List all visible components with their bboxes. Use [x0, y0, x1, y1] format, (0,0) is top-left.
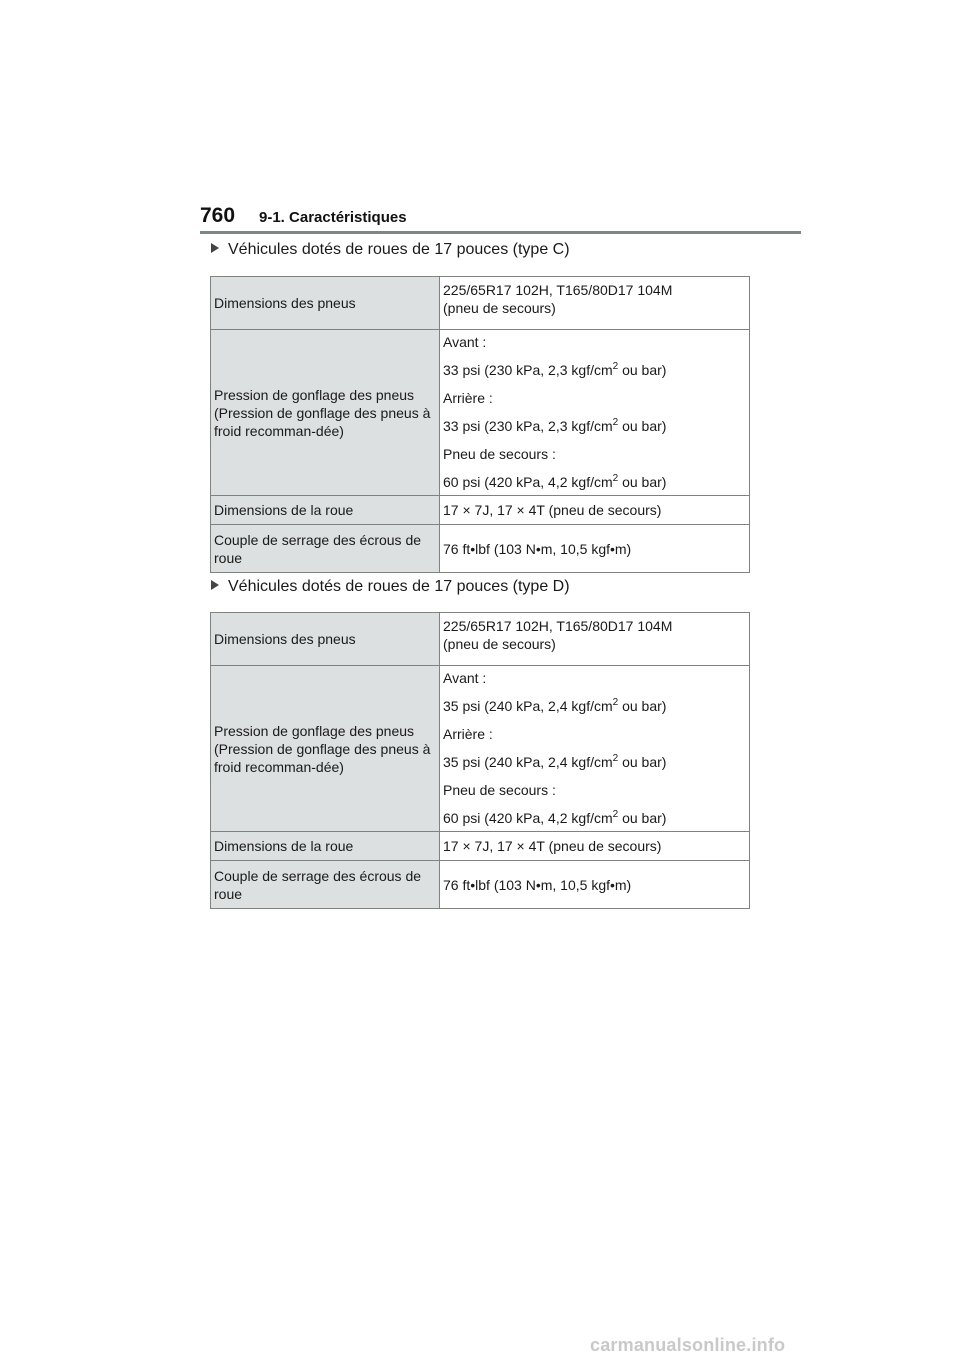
watermark: carmanualsonline.info	[590, 1335, 786, 1355]
tire-size-line: 225/65R17 102H, T165/80D17 104M	[443, 282, 673, 298]
tire-size-line: 225/65R17 102H, T165/80D17 104M	[443, 618, 673, 634]
subheading-type-c	[211, 241, 570, 259]
rear-value: 33 psi (230 kPa, 2,3 kgf/$cm^2$ ou bar)	[443, 417, 667, 434]
subheading-type-d	[211, 578, 570, 596]
table-row	[211, 277, 750, 330]
tire-size-line: (pneu de secours)	[443, 300, 556, 316]
table-row	[211, 832, 750, 861]
torque-label: Couple de serrage des écrous de roue	[211, 525, 440, 573]
table-row	[211, 861, 750, 909]
page-header	[200, 204, 801, 236]
torque-value: 76 ft•lbf (103 N•m, 10,5 kgf•m)	[440, 861, 750, 909]
header-divider	[200, 231, 801, 234]
triangle-bullet-icon	[211, 243, 219, 253]
rear-label: Arrière :	[443, 726, 493, 742]
table-row	[211, 525, 750, 573]
pressure-label: Pression de gonflage des pneus (Pression de gonflage des pneus à froid recomman-dée)	[211, 330, 440, 496]
triangle-bullet-icon	[211, 580, 219, 590]
wheel-size-value: 17 × 7J, 17 × 4T (pneu de secours)	[440, 496, 750, 525]
front-label: Avant :	[443, 334, 487, 350]
table-row	[211, 330, 750, 496]
wheel-size-label: Dimensions de la roue	[211, 832, 440, 861]
rear-label: Arrière :	[443, 390, 493, 406]
torque-value: 76 ft•lbf (103 N•m, 10,5 kgf•m)	[440, 525, 750, 573]
spare-label: Pneu de secours :	[443, 446, 556, 462]
wheel-size-label: Dimensions de la roue	[211, 496, 440, 525]
spare-value: 60 psi (420 kPa, 4,2 kgf/$cm^2$ ou bar)	[443, 809, 667, 826]
front-label: Avant :	[443, 670, 487, 686]
tire-size-label: Dimensions des pneus	[211, 613, 440, 666]
front-value: 35 psi (240 kPa, 2,4 kgf/$cm^2$ ou bar)	[443, 697, 667, 714]
subheading-text: Véhicules dotés de roues de 17 pouces (type D)	[228, 578, 570, 595]
table-row	[211, 666, 750, 832]
spare-label: Pneu de secours :	[443, 782, 556, 798]
spec-table-type-d	[210, 612, 750, 909]
spare-value: 60 psi (420 kPa, 4,2 kgf/$cm^2$ ou bar)	[443, 473, 667, 490]
torque-label: Couple de serrage des écrous de roue	[211, 861, 440, 909]
rear-value: 35 psi (240 kPa, 2,4 kgf/$cm^2$ ou bar)	[443, 753, 667, 770]
wheel-size-value: 17 × 7J, 17 × 4T (pneu de secours)	[440, 832, 750, 861]
section-title: 9-1. Caractéristiques	[259, 209, 407, 226]
subheading-text: Véhicules dotés de roues de 17 pouces (type C)	[228, 241, 570, 258]
pressure-values	[440, 666, 750, 832]
spec-table-type-c	[210, 276, 750, 573]
table-row	[211, 496, 750, 525]
page-number: 760	[200, 204, 236, 227]
tire-size-line: (pneu de secours)	[443, 636, 556, 652]
tire-size-value	[440, 613, 750, 666]
pressure-label: Pression de gonflage des pneus (Pression de gonflage des pneus à froid recomman-dée)	[211, 666, 440, 832]
front-value: 33 psi (230 kPa, 2,3 kgf/$cm^2$ ou bar)	[443, 361, 667, 378]
table-row	[211, 613, 750, 666]
tire-size-value	[440, 277, 750, 330]
pressure-values	[440, 330, 750, 496]
tire-size-label: Dimensions des pneus	[211, 277, 440, 330]
